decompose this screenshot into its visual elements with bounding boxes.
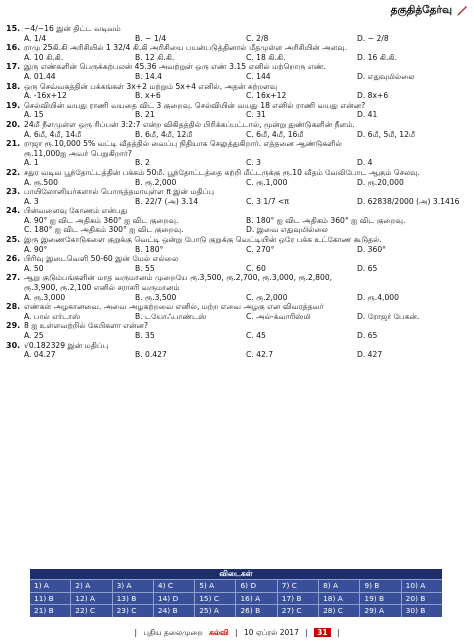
question-number: 17. bbox=[6, 62, 21, 72]
answer-cell: 23) C bbox=[113, 604, 154, 617]
question-text: பிரிவு இடைவெளி 50-60 இன் மேல் எல்லை bbox=[24, 254, 179, 264]
footer-magazine: புதிய தலைமுறை bbox=[143, 628, 203, 637]
answer-key-title: விடைகள் bbox=[30, 569, 442, 579]
answer-option: C. 144 bbox=[246, 71, 271, 81]
answer-option: D. 6மீ, 5மீ, 12மீ bbox=[357, 129, 416, 139]
question-text: செல்வியின் வயது ராணி வயதை விட 3 குறைவு. செல்வியின் வயது 18 எனில் ராணி வயது என்ன? bbox=[24, 100, 366, 110]
answer-option: D. 65 bbox=[357, 263, 378, 273]
answer-row bbox=[30, 592, 442, 605]
answer-option: C. அல்-க்வாரிஸ்மி bbox=[246, 311, 311, 321]
question-number: 20. bbox=[6, 119, 21, 129]
question-number: 27. bbox=[6, 273, 21, 283]
answer-option: B. ரூ.2,000 bbox=[135, 177, 177, 187]
answer-option: A. 50 bbox=[24, 263, 44, 273]
question-text: எண்கள் அழகானவை. அவை அழகற்றவை எனில், மற்ற எவை அழகு என விவரத்தவர் bbox=[24, 302, 324, 312]
answer-cell: 14) D bbox=[154, 592, 195, 605]
footer-separator: | bbox=[235, 628, 238, 637]
answer-option: A. 15 bbox=[24, 110, 44, 120]
answer-option: B. ரூ.3,500 bbox=[135, 292, 177, 302]
question-item bbox=[6, 43, 468, 62]
answer-option: B. 0.427 bbox=[135, 350, 167, 360]
answer-cell: 22) C bbox=[71, 604, 112, 617]
answer-cell: 19) B bbox=[360, 592, 401, 605]
answer-option: B. 12 கி.கி. bbox=[135, 52, 175, 62]
answer-cell: 2) A bbox=[71, 579, 112, 592]
answer-option: B. 6மீ, 4மீ, 12மீ bbox=[135, 129, 193, 139]
question-item bbox=[6, 168, 468, 187]
answer-option: A. 6மீ, 4மீ, 14மீ bbox=[24, 129, 82, 139]
answer-option: D. 4 bbox=[357, 158, 373, 168]
answer-option: B. 180° bbox=[135, 244, 164, 254]
answer-option: B. டயோஃபாண்டஸ் bbox=[135, 311, 207, 321]
answer-cell: 27) C bbox=[278, 604, 319, 617]
answer-option: A. ரூ.500 bbox=[24, 177, 58, 187]
answer-option: D. ரூ.4,000 bbox=[357, 292, 399, 302]
answer-row bbox=[30, 579, 442, 592]
question-text: பின்வளைவு கோணம் என்பது bbox=[24, 206, 128, 216]
answer-row bbox=[30, 604, 442, 617]
answer-option: C. 16x+12 bbox=[246, 91, 287, 101]
question-text: ஆறு குடும்பங்களின் மாத வருமானம் முறையே ரூ.3,500, ரூ.2,700, ரூ.3,000, ரூ.2,800, bbox=[24, 273, 333, 283]
answer-option: B. − 1/4 bbox=[135, 33, 167, 43]
answer-option: C. ரூ.1,000 bbox=[246, 177, 288, 187]
answer-option: D. ரோஜர் பேகன். bbox=[357, 311, 420, 321]
answer-cell: 3) A bbox=[113, 579, 154, 592]
question-item bbox=[6, 120, 468, 139]
question-text: ஒரு செவ்வகத்தின் பக்கங்கள் 3x+2 மற்றும் 5x+4 எனில், அதன் சுற்றளவு bbox=[24, 81, 278, 91]
answer-option: D. 427 bbox=[357, 350, 383, 360]
answer-cell: 12) A bbox=[71, 592, 112, 605]
section-title: தகுதித்தேர்வு bbox=[390, 4, 452, 16]
answer-option: A. பால் எர்டாஸ் bbox=[24, 311, 81, 321]
question-item bbox=[6, 139, 468, 168]
question-item bbox=[6, 101, 468, 120]
question-number: 16. bbox=[6, 43, 21, 53]
question-number: 21. bbox=[6, 139, 21, 149]
question-text: ராஜா ரூ.10,000 5% வட்டி வீதத்தில் வைப்பு நிதியாக செலுத்துகிறார். எத்தனை ஆண்டுகளில் bbox=[24, 139, 342, 149]
question-number: 18. bbox=[6, 81, 21, 91]
answer-cell: 20) B bbox=[402, 592, 442, 605]
question-item bbox=[6, 302, 468, 321]
answer-cell: 6) D bbox=[236, 579, 277, 592]
answer-option: C. 3 bbox=[246, 158, 261, 168]
answer-option: A. 10 கி.கி. bbox=[24, 52, 64, 62]
question-text: சதுர வடிவ பூந்தோட்டத்தின் பக்கம் 50மீ. பூந்தோட்டத்தை சுற்றி மீட்டருக்கு ரூ.10 வீதம் வேலிபோட ஆகும் செலவு. bbox=[24, 167, 420, 177]
answer-option: A. ரூ.3,000 bbox=[24, 292, 66, 302]
answer-option: B. 35 bbox=[135, 331, 155, 340]
answer-option: A. 3 bbox=[24, 196, 39, 206]
answer-option: D. − 2/8 bbox=[357, 33, 389, 43]
question-number: 15. bbox=[6, 24, 21, 33]
question-text-continued: ரூ.3,900, ரூ.2,100 எனில் சராசரி வருமானம் bbox=[24, 283, 180, 293]
question-number: 29. bbox=[6, 321, 21, 331]
answer-option: D. 65 bbox=[357, 331, 378, 340]
answer-cell: 8) A bbox=[319, 579, 360, 592]
footer-separator: | bbox=[305, 628, 308, 637]
question-text: 8 ஐ உள்ளவற்றில் கேபிகளா என்ன? bbox=[24, 321, 148, 331]
question-number: 24. bbox=[6, 206, 21, 216]
answer-cell: 16) A bbox=[236, 592, 277, 605]
answer-option: D. 8x+6 bbox=[357, 91, 389, 101]
answer-option: A. 01.44 bbox=[24, 71, 56, 81]
answer-cell: 7) C bbox=[278, 579, 319, 592]
page-number: 31 bbox=[314, 628, 330, 637]
answer-key bbox=[30, 569, 442, 617]
answer-option: D. எதுவுமில்லை bbox=[357, 71, 415, 81]
question-text: இரு இணைகோடுகளை குறுக்கு வெட்டி ஒன்று போடு குறுக்கு வெட்டியின் ஒரே பக்க உட்கோண கூடுதல். bbox=[24, 235, 382, 245]
answer-cell: 17) B bbox=[278, 592, 319, 605]
answer-cell: 13) B bbox=[113, 592, 154, 605]
answer-option: C. 45 bbox=[246, 331, 266, 340]
question-number: 22. bbox=[6, 167, 21, 177]
answer-cell: 30) B bbox=[402, 604, 442, 617]
answer-option: A. 1 bbox=[24, 158, 39, 168]
answer-cell: 9) B bbox=[360, 579, 401, 592]
question-text-continued: ரூ.11,000ஐ அவர் பெறுகிறார்? bbox=[24, 148, 132, 158]
question-text: 24மீ நீளமுள்ள ஒரு ரிப்பன் 3:2:7 என்ற விகிதத்தில் பிரிக்கப்பட்டால், மூன்று துண்டுகளின் நீளம். bbox=[24, 119, 355, 129]
question-number: 25. bbox=[6, 235, 21, 245]
answer-option: A. 04.27 bbox=[24, 350, 56, 360]
question-text: பாயிலோனியர்களால் பொருத்தமாயுள்ள π இன் மதிப்பு bbox=[24, 187, 214, 197]
answer-cell: 4) C bbox=[154, 579, 195, 592]
answer-option: C. 18 கி.கி. bbox=[246, 52, 286, 62]
answer-cell: 5) A bbox=[195, 579, 236, 592]
question-item bbox=[6, 62, 468, 81]
answer-option: A. 90° bbox=[24, 244, 48, 254]
answer-option: C. 270° bbox=[246, 244, 275, 254]
answer-option: B. 14.4 bbox=[135, 71, 162, 81]
question-number: 19. bbox=[6, 100, 21, 110]
question-number: 30. bbox=[6, 340, 21, 350]
question-item bbox=[6, 235, 468, 254]
question-list bbox=[6, 24, 468, 360]
footer-date: 10 ஏப்ரல் 2017 bbox=[243, 628, 299, 637]
answer-cell: 11) B bbox=[30, 592, 71, 605]
answer-option: D. ரூ.20,000 bbox=[357, 177, 404, 187]
answer-option: C. 180° ஐ விட அதிகம் 300° ஐ விட குறைவு. bbox=[24, 225, 184, 235]
question-item bbox=[6, 187, 468, 206]
question-item bbox=[6, 254, 468, 273]
question-number: 28. bbox=[6, 302, 21, 312]
question-item bbox=[6, 273, 468, 302]
question-text: ராமு 25கி.கி அரிசியில் 1 32/4 கி.கி அரிசியை பயன்படுத்தினால் மீதமுள்ள அரிசியின் அளவு. bbox=[24, 43, 348, 53]
answer-cell: 18) A bbox=[319, 592, 360, 605]
page-header bbox=[0, 2, 474, 24]
answer-cell: 1) A bbox=[30, 579, 71, 592]
footer-separator: | bbox=[134, 628, 137, 637]
question-item bbox=[6, 341, 468, 360]
answer-option: C. ரூ.2,000 bbox=[246, 292, 288, 302]
answer-cell: 24) B bbox=[154, 604, 195, 617]
answer-cell: 29) A bbox=[360, 604, 401, 617]
question-item bbox=[6, 24, 468, 43]
answer-option: D. இவை எதுவுமில்லை bbox=[246, 225, 328, 235]
question-item bbox=[6, 82, 468, 101]
answer-option: C. 2/8 bbox=[246, 33, 269, 43]
answer-option: C. 42.7 bbox=[246, 350, 274, 360]
answer-option: D. 41 bbox=[357, 110, 378, 120]
pencil-icon bbox=[456, 5, 468, 17]
answer-option: A. 90° ஐ விட அதிகம் 360° ஐ விட குறைவு. bbox=[24, 215, 179, 225]
answer-option: B. 2 bbox=[135, 158, 150, 168]
answer-cell: 21) B bbox=[30, 604, 71, 617]
answer-cell: 15) C bbox=[195, 592, 236, 605]
answer-option: C. 31 bbox=[246, 110, 266, 120]
answer-option: A. 1/4 bbox=[24, 33, 47, 43]
answer-option: D. 62838/2000 (அ) 3.1416 bbox=[357, 196, 460, 206]
answer-cell: 25) A bbox=[195, 604, 236, 617]
answer-option: A. 25 bbox=[24, 331, 44, 340]
answer-option: B. 55 bbox=[135, 263, 155, 273]
footer-separator: | bbox=[337, 628, 340, 637]
answer-cell: 10) A bbox=[402, 579, 442, 592]
footer-brand: கல்வி bbox=[209, 628, 229, 637]
answer-option: D. 360° bbox=[357, 244, 386, 254]
answer-option: D. 16 கி.கி. bbox=[357, 52, 398, 62]
question-text: −4/−16 இன் திட்ட வடிவம் bbox=[24, 24, 121, 33]
answer-option: B. 21 bbox=[135, 110, 155, 120]
question-number: 26. bbox=[6, 254, 21, 264]
question-item bbox=[6, 206, 468, 235]
question-text: √0.182329 இன் மதிப்பு bbox=[24, 340, 109, 350]
answer-cell: 26) B bbox=[236, 604, 277, 617]
answer-option: B. 180° ஐ விட அதிகம் 360° ஐ விட குறைவு. bbox=[246, 215, 406, 225]
answer-option: A. -16x+12 bbox=[24, 91, 67, 101]
page-footer bbox=[0, 628, 474, 642]
answer-option: C. 60 bbox=[246, 263, 266, 273]
question-text: இரு எண்களின் பெருக்கற்பலன் 45.36 அவற்றுள் ஒரு எண் 3.15 எனில் மற்றொரு எண். bbox=[24, 62, 326, 72]
question-item bbox=[6, 321, 468, 340]
answer-option: C. 6மீ, 4மீ, 16மீ bbox=[246, 129, 304, 139]
question-number: 23. bbox=[6, 187, 21, 197]
answer-option: B. x+6 bbox=[135, 91, 161, 101]
answer-option: B. 22/7 (அ) 3.14 bbox=[135, 196, 199, 206]
answer-cell: 28) C bbox=[319, 604, 360, 617]
answer-option: C. 3 1/7 <π bbox=[246, 196, 289, 206]
